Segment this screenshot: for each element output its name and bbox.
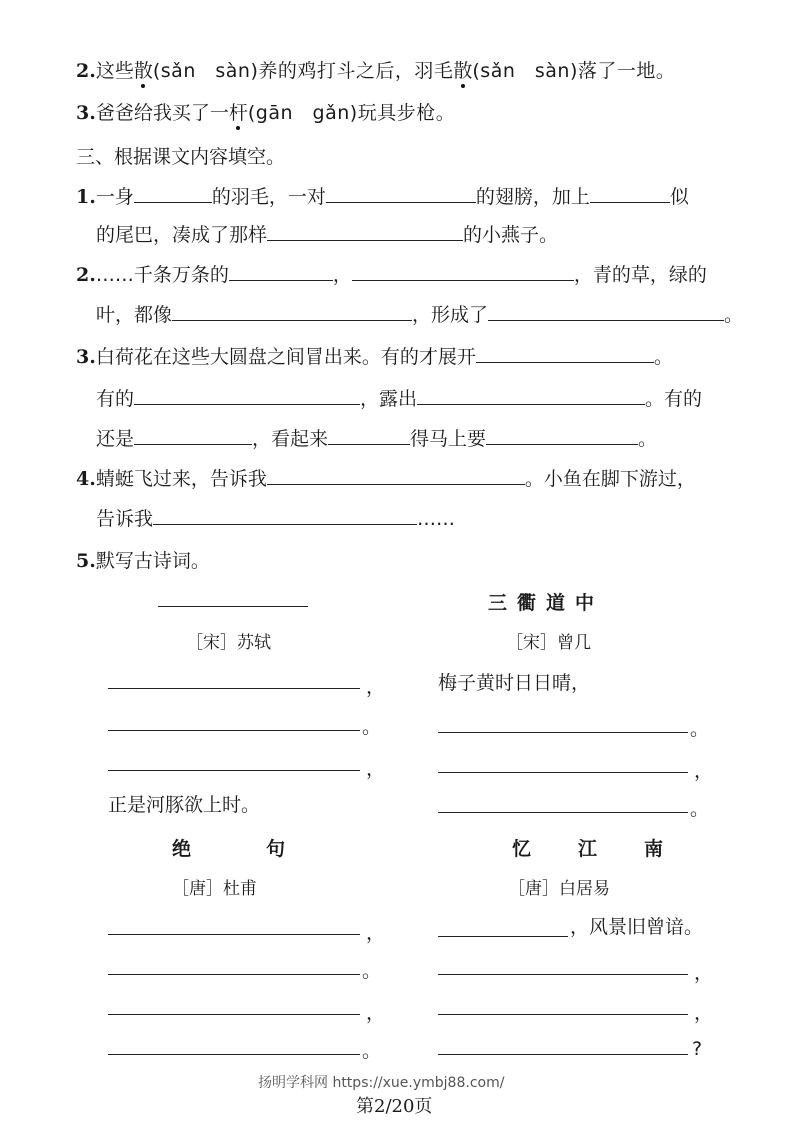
- answer-blank[interactable]: [134, 426, 252, 445]
- question-text: 。有的: [645, 388, 703, 410]
- answer-blank[interactable]: [108, 688, 360, 689]
- answer-blank[interactable]: [417, 386, 645, 405]
- answer-blank[interactable]: [486, 426, 638, 445]
- answer-blank[interactable]: [108, 1054, 360, 1055]
- answer-blank[interactable]: [438, 936, 568, 937]
- question-text: 的羽毛，一对: [211, 186, 326, 208]
- question-text: 告诉我: [96, 508, 154, 530]
- question-number: 5.: [76, 550, 96, 572]
- answer-blank[interactable]: [108, 1014, 360, 1015]
- punctuation: ，: [366, 922, 386, 944]
- answer-blank[interactable]: [328, 426, 410, 445]
- dotted-character: 散: [453, 60, 473, 82]
- question-text: ，青的草，绿的: [573, 264, 707, 286]
- punctuation: ，: [694, 760, 714, 782]
- question-text: 叶，都像: [96, 304, 173, 326]
- punctuation: ，: [366, 758, 386, 780]
- fill-3-line-3: [96, 426, 657, 452]
- question-number: 1.: [76, 186, 96, 208]
- fill-3-line-1: [76, 344, 673, 370]
- answer-blank[interactable]: [108, 770, 360, 771]
- question-text: 的小燕子。: [463, 224, 559, 246]
- question-number: 2.: [76, 60, 96, 82]
- answer-blank[interactable]: [134, 386, 360, 405]
- question-number: 2.: [76, 264, 96, 286]
- answer-blank[interactable]: [476, 344, 654, 363]
- pinyin-options: (sǎn sàn)养的鸡打斗之后，羽毛: [152, 60, 454, 82]
- answer-blank[interactable]: [267, 466, 525, 485]
- footer-watermark-url: 扬明学科网 https://xue.ymbj88.com/: [258, 1075, 505, 1091]
- question-text: 。小鱼在脚下游过，: [524, 468, 696, 490]
- poem-author: ［宋］苏轼: [186, 633, 271, 653]
- answer-blank[interactable]: [488, 302, 724, 321]
- question-text: 一身: [95, 186, 134, 208]
- poem-line: 梅子黄时日日晴，: [438, 672, 591, 694]
- fill-5-line: [76, 548, 210, 574]
- answer-blank[interactable]: [438, 1054, 688, 1055]
- question-number: 3.: [76, 346, 96, 368]
- punctuation: 。: [362, 716, 382, 738]
- question-text: 还是: [96, 428, 135, 450]
- fill-4-line-1: [76, 466, 696, 492]
- question-text: ，形成了: [412, 304, 489, 326]
- question-text: 。: [724, 304, 744, 326]
- answer-blank[interactable]: [438, 732, 688, 733]
- punctuation: ，: [694, 1002, 714, 1024]
- question-text: ，看起来: [252, 428, 329, 450]
- punctuation: 。: [362, 960, 382, 982]
- question-number: 3.: [76, 102, 96, 124]
- question-text: ，: [332, 264, 352, 286]
- punctuation: ?: [692, 1038, 703, 1060]
- question-text: 似: [669, 186, 689, 208]
- question-text: 。: [638, 428, 658, 450]
- question-text: 蜻蜓飞过来，告诉我: [95, 468, 267, 490]
- answer-blank[interactable]: [108, 974, 360, 975]
- poem-author: ［唐］白居易: [508, 879, 610, 899]
- question-text: 得马上要: [410, 428, 487, 450]
- answer-blank[interactable]: [108, 934, 360, 935]
- question-text: 爸爸给我买了一: [95, 102, 229, 124]
- question-text: ……千条万条的: [95, 264, 229, 286]
- poem-title: 三衢道中: [488, 592, 605, 614]
- answer-blank[interactable]: [229, 262, 333, 281]
- fill-4-line-2: [96, 506, 455, 532]
- answer-blank[interactable]: [134, 184, 212, 203]
- question-text: ……: [417, 508, 456, 530]
- fill-1-line-1: [76, 184, 689, 210]
- answer-blank[interactable]: [172, 302, 412, 321]
- fill-2-line-1: [76, 262, 707, 288]
- punctuation: 。: [690, 718, 710, 740]
- poem-title-blank[interactable]: [158, 606, 308, 607]
- punctuation: 。: [362, 1040, 382, 1062]
- punctuation: ，: [694, 962, 714, 984]
- question-text: 这些: [95, 60, 134, 82]
- page-number: 第2/20页: [356, 1096, 433, 1117]
- answer-blank[interactable]: [438, 772, 688, 773]
- answer-blank[interactable]: [438, 1014, 688, 1015]
- answer-blank[interactable]: [108, 730, 360, 731]
- punctuation: 。: [690, 798, 710, 820]
- poem-title: 绝 句: [172, 838, 314, 860]
- dotted-character: 杆: [228, 102, 248, 124]
- question-3-row: [76, 100, 455, 126]
- answer-blank[interactable]: [267, 222, 463, 241]
- answer-blank[interactable]: [153, 506, 417, 525]
- question-text: 的翅膀，加上: [475, 186, 590, 208]
- question-text: 白荷花在这些大圆盘之间冒出来。有的才展开: [95, 346, 476, 368]
- section-heading: 三、根据课文内容填空。: [76, 146, 286, 168]
- poem-line: ，风景旧曾谙。: [570, 916, 704, 938]
- fill-1-line-2: [96, 222, 558, 248]
- fill-2-line-2: [96, 302, 743, 328]
- answer-blank[interactable]: [352, 262, 574, 281]
- answer-blank[interactable]: [438, 974, 688, 975]
- poem-author: ［唐］杜甫: [172, 879, 257, 899]
- poem-line: 正是河豚欲上时。: [108, 794, 261, 816]
- question-text: ，露出: [360, 388, 418, 410]
- punctuation: ，: [366, 676, 386, 698]
- poem-title: 忆 江 南: [512, 838, 678, 860]
- question-2-row: [76, 58, 675, 84]
- question-text: 。: [653, 346, 673, 368]
- question-text: 的尾巴，凑成了那样: [96, 224, 268, 246]
- question-number: 4.: [76, 468, 96, 490]
- dotted-character: 散: [133, 60, 153, 82]
- question-text: 默写古诗词。: [95, 550, 210, 572]
- pinyin-options: (gān gǎn)玩具步枪。: [247, 102, 456, 124]
- question-text: 有的: [96, 388, 135, 410]
- answer-blank[interactable]: [590, 184, 670, 203]
- poem-author: ［宋］曾几: [506, 633, 591, 653]
- pinyin-options: (sǎn sàn)落了一地。: [472, 60, 676, 82]
- answer-blank[interactable]: [438, 812, 688, 813]
- fill-3-line-2: [96, 386, 702, 412]
- punctuation: ，: [366, 1002, 386, 1024]
- answer-blank[interactable]: [326, 184, 476, 203]
